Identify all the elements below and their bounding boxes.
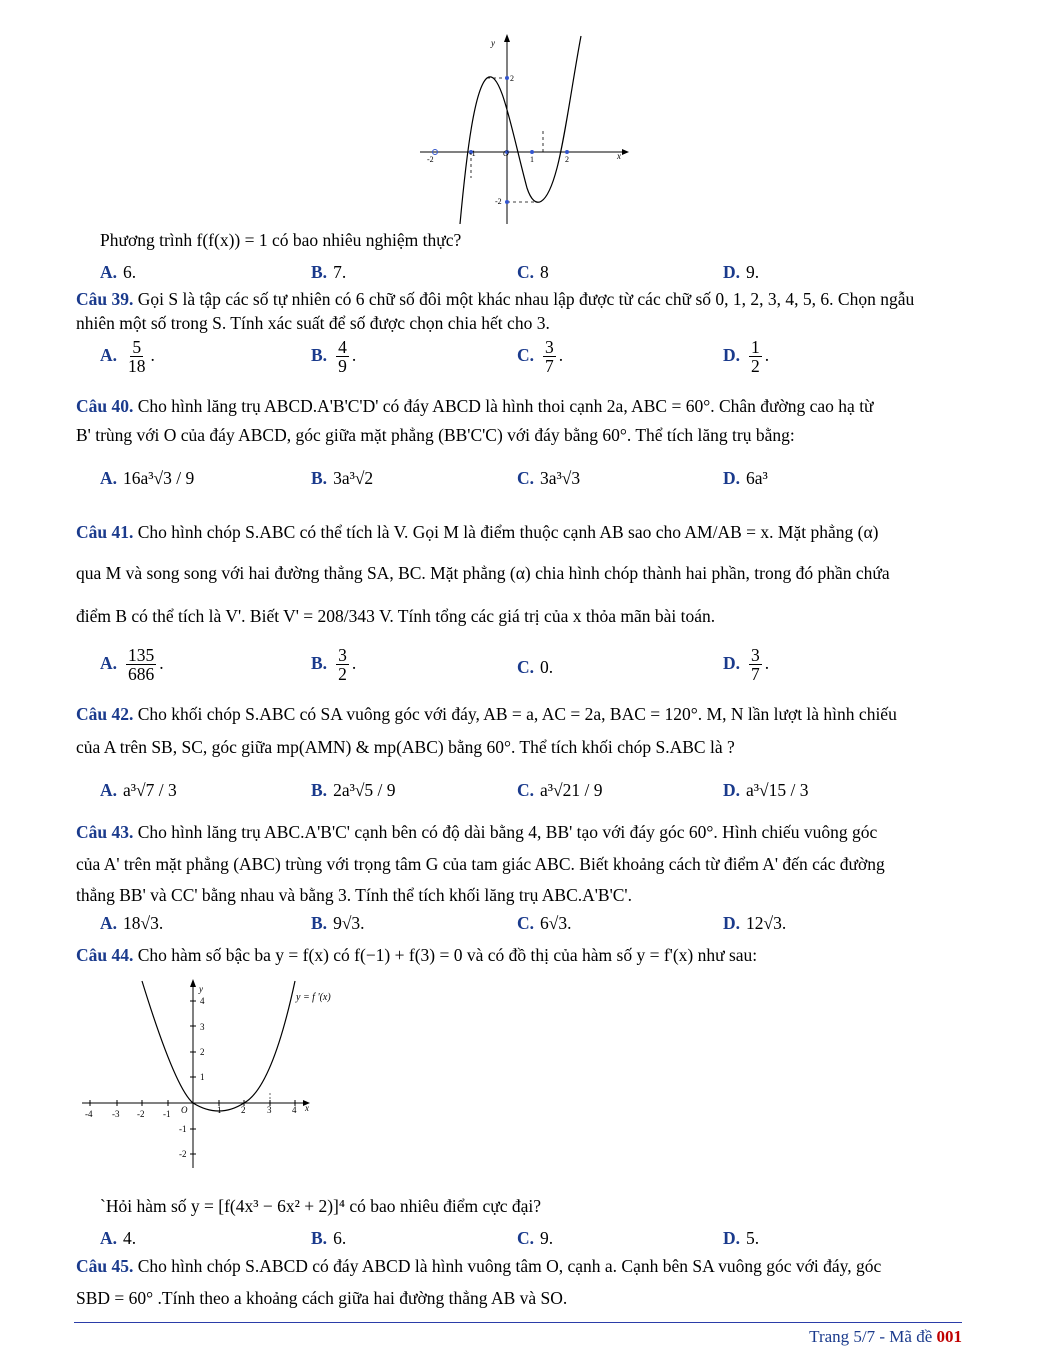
footer-page: Trang 5/7 - Mã đề bbox=[809, 1327, 937, 1346]
q44-question: `Hỏi hàm số y = [f(4x³ − 6x² + 2)]⁴ có bao nhiêu điểm cực đại? bbox=[100, 1196, 542, 1216]
option-letter: C. bbox=[517, 780, 535, 800]
option-value: 5. bbox=[746, 1228, 760, 1248]
question-label: Câu 43. bbox=[76, 822, 134, 842]
page-footer bbox=[809, 1327, 962, 1347]
q43-text1: Cho hình lăng trụ ABC.A'B'C' cạnh bên có độ dài bằng 4, BB' tạo với đáy góc 60°. Hình chiếu vuông góc bbox=[137, 822, 878, 842]
option-letter: C. bbox=[517, 913, 535, 933]
q39-option-b[interactable]: B. $\frac{4}{9}$ . bbox=[311, 337, 357, 377]
option-letter: C. bbox=[517, 657, 535, 677]
q40-line1 bbox=[76, 396, 874, 417]
q44-line1 bbox=[76, 945, 757, 966]
option-value: 3a³√3 bbox=[540, 468, 581, 488]
q38-option-a[interactable] bbox=[100, 262, 136, 283]
q41-line2: qua M và song song với hai đường thẳng SA, BC. Mặt phẳng (α) chia hình chóp thành hai phần, trong đó phần chứa bbox=[76, 563, 890, 583]
q44-option-c[interactable] bbox=[517, 1228, 553, 1249]
option-value: a³√21 / 9 bbox=[540, 780, 603, 800]
tick-y: -2 bbox=[495, 197, 502, 206]
q42-line1 bbox=[76, 704, 897, 725]
question-label: Câu 40. bbox=[76, 396, 134, 416]
q38-option-c[interactable] bbox=[517, 262, 549, 283]
option-letter: D. bbox=[723, 780, 741, 800]
tick-x: -1 bbox=[469, 149, 476, 158]
q44-text1: Cho hàm số bậc ba y = f(x) có f(−1) + f(3) = 0 và có đồ thị của hàm số y = f'(x) như sau: bbox=[137, 945, 758, 965]
fraction: $\frac{135}{686}$ bbox=[128, 645, 155, 685]
option-value: 12√3. bbox=[746, 913, 787, 933]
cubic-graph bbox=[415, 28, 635, 224]
tick-x: 1 bbox=[217, 1105, 222, 1115]
option-value: 6a³ bbox=[746, 468, 768, 488]
option-value: 16a³√3 / 9 bbox=[123, 468, 195, 488]
q43-line3: thẳng BB' và CC' bằng nhau và bằng 3. Tính thể tích khối lăng trụ ABC.A'B'C'. bbox=[76, 885, 632, 905]
q39-line2: nhiên một số trong S. Tính xác suất để số được chọn chia hết cho 3. bbox=[76, 313, 550, 333]
tick-x: -1 bbox=[163, 1109, 171, 1119]
option-value: 9√3. bbox=[333, 913, 365, 933]
tick-x: O bbox=[181, 1105, 188, 1115]
q39-option-a[interactable]: A. $\frac{5}{18}$ . bbox=[100, 337, 155, 377]
option-letter: C. bbox=[517, 468, 535, 488]
option-letter: B. bbox=[311, 913, 328, 933]
tick-x: 2 bbox=[241, 1105, 246, 1115]
option-letter: B. bbox=[311, 1228, 328, 1248]
option-value: 7. bbox=[333, 262, 347, 282]
option-letter: A. bbox=[100, 913, 118, 933]
q43-line1 bbox=[76, 822, 877, 843]
option-letter: D. bbox=[723, 913, 741, 933]
option-letter: A. bbox=[100, 780, 118, 800]
q44-option-d[interactable] bbox=[723, 1228, 759, 1249]
option-value: 9. bbox=[746, 262, 760, 282]
q41-text1: Cho hình chóp S.ABC có thể tích là V. Gọi M là điểm thuộc cạnh AB sao cho AM/AB = x. Mặt phẳng (α) bbox=[137, 522, 879, 542]
tick-y: 2 bbox=[200, 1047, 205, 1057]
question-label: Câu 41. bbox=[76, 522, 134, 542]
q45-text1: Cho hình chóp S.ABCD có đáy ABCD là hình vuông tâm O, cạnh a. Cạnh bên SA vuông góc với đáy, góc bbox=[137, 1256, 882, 1276]
option-letter: A. bbox=[100, 344, 118, 365]
question-label: Câu 39. bbox=[76, 289, 134, 309]
option-letter: B. bbox=[311, 262, 328, 282]
y-axis-label: y bbox=[199, 984, 203, 994]
option-letter: A. bbox=[100, 468, 118, 488]
option-value: a³√7 / 3 bbox=[123, 780, 177, 800]
option-value: 0. bbox=[540, 657, 554, 677]
tick-x: -4 bbox=[85, 1109, 93, 1119]
option-value: 6√3. bbox=[540, 913, 572, 933]
tick-x: 2 bbox=[565, 155, 569, 164]
fraction: $\frac{3}{2}$ bbox=[338, 645, 347, 685]
derivative-graph bbox=[82, 978, 372, 1173]
option-letter: B. bbox=[311, 780, 328, 800]
q40-line2: B' trùng với O của đáy ABCD, góc giữa mặt phẳng (BB'C'C) với đáy bằng 60°. Thể tích lăng trụ bằng: bbox=[76, 425, 795, 445]
option-letter: B. bbox=[311, 344, 328, 365]
option-letter: C. bbox=[517, 262, 535, 282]
q41-option-a[interactable]: A. $\frac{135}{686}$ . bbox=[100, 645, 164, 685]
q39-option-d[interactable]: D. $\frac{1}{2}$ . bbox=[723, 337, 770, 377]
q44-option-b[interactable] bbox=[311, 1228, 346, 1249]
option-value: 6. bbox=[123, 262, 137, 282]
question-label: Câu 45. bbox=[76, 1256, 134, 1276]
option-letter: D. bbox=[723, 468, 741, 488]
option-value: 6. bbox=[333, 1228, 347, 1248]
question-label: Câu 42. bbox=[76, 704, 134, 724]
q40-text1: Cho hình lăng trụ ABCD.A'B'C'D' có đáy ABCD là hình thoi cạnh 2a, ABC = 60°. Chân đường cao hạ từ bbox=[137, 396, 874, 416]
tick-x: -2 bbox=[137, 1109, 145, 1119]
q40-option-d[interactable] bbox=[723, 468, 768, 489]
fraction: $\frac{5}{18}$ bbox=[128, 337, 146, 377]
option-value: 2a³√5 / 9 bbox=[333, 780, 396, 800]
q38-option-d[interactable] bbox=[723, 262, 759, 283]
tick-x: O bbox=[503, 149, 509, 158]
q42-option-d[interactable] bbox=[723, 780, 809, 801]
q41-line1 bbox=[76, 522, 878, 543]
option-letter: A. bbox=[100, 262, 118, 282]
option-value: a³√15 / 3 bbox=[746, 780, 809, 800]
q45-line1 bbox=[76, 1256, 881, 1277]
option-letter: D. bbox=[723, 652, 741, 673]
q41-option-c[interactable] bbox=[517, 657, 553, 678]
q43-option-c[interactable] bbox=[517, 913, 572, 934]
footer-divider bbox=[74, 1322, 962, 1323]
tick-y: -1 bbox=[179, 1124, 187, 1134]
tick-x: 3 bbox=[267, 1105, 272, 1115]
option-letter: D. bbox=[723, 344, 741, 365]
x-axis-label: x bbox=[305, 1103, 309, 1113]
option-letter: C. bbox=[517, 344, 535, 365]
option-value: 9. bbox=[540, 1228, 554, 1248]
q42-option-a[interactable] bbox=[100, 780, 177, 801]
option-letter: C. bbox=[517, 1228, 535, 1248]
curve-label: y = f '(x) bbox=[296, 992, 331, 1003]
q41-option-d[interactable]: D. $\frac{3}{7}$ . bbox=[723, 645, 770, 685]
tick-y: 2 bbox=[510, 74, 514, 83]
q44-option-a[interactable] bbox=[100, 1228, 136, 1249]
q45-line2: SBD = 60° .Tính theo a khoảng cách giữa hai đường thẳng AB và SO. bbox=[76, 1288, 568, 1308]
q39-option-c[interactable]: C. $\frac{3}{7}$ . bbox=[517, 337, 564, 377]
q39-line1 bbox=[76, 289, 914, 310]
option-letter: A. bbox=[100, 652, 118, 673]
q43-line2: của A' trên mặt phẳng (ABC) trùng với trọng tâm G của tam giác ABC. Biết khoảng cách từ điểm A' đến các đường bbox=[76, 854, 885, 874]
option-letter: A. bbox=[100, 1228, 118, 1248]
fraction: $\frac{1}{2}$ bbox=[751, 337, 760, 377]
q40-option-a[interactable] bbox=[100, 468, 194, 489]
question-label: Câu 44. bbox=[76, 945, 134, 965]
tick-x: -2 bbox=[427, 155, 434, 164]
option-value: 4. bbox=[123, 1228, 137, 1248]
q42-line2: của A trên SB, SC, góc giữa mp(AMN) & mp(ABC) bằng 60°. Thể tích khối chóp S.ABC là ? bbox=[76, 737, 735, 757]
option-letter: D. bbox=[723, 262, 741, 282]
footer-code: 001 bbox=[936, 1327, 962, 1346]
q42-text1: Cho khối chóp S.ABC có SA vuông góc với đáy, AB = a, AC = 2a, BAC = 120°. M, N lần lượt là hình chiếu bbox=[137, 704, 897, 724]
y-axis-label: y bbox=[491, 38, 495, 48]
q38-option-b[interactable] bbox=[311, 262, 346, 283]
option-letter: D. bbox=[723, 1228, 741, 1248]
tick-x: -3 bbox=[112, 1109, 120, 1119]
option-value: 3a³√2 bbox=[333, 468, 374, 488]
q38-question: Phương trình f(f(x)) = 1 có bao nhiêu nghiệm thực? bbox=[100, 230, 462, 250]
q41-option-b[interactable]: B. $\frac{3}{2}$ . bbox=[311, 645, 357, 685]
tick-x: 1 bbox=[530, 155, 534, 164]
option-letter: B. bbox=[311, 468, 328, 488]
q43-option-b[interactable] bbox=[311, 913, 365, 934]
fraction: $\frac{4}{9}$ bbox=[338, 337, 347, 377]
option-value: 8 bbox=[540, 262, 549, 282]
fraction: $\frac{3}{7}$ bbox=[545, 337, 554, 377]
option-value: 18√3. bbox=[123, 913, 164, 933]
tick-y: -2 bbox=[179, 1149, 187, 1159]
tick-x: 4 bbox=[292, 1105, 297, 1115]
tick-y: 3 bbox=[200, 1022, 205, 1032]
x-axis-label: x bbox=[617, 151, 621, 161]
q40-option-c[interactable] bbox=[517, 468, 580, 489]
tick-y: 1 bbox=[200, 1072, 205, 1082]
option-letter: B. bbox=[311, 652, 328, 673]
q42-option-b[interactable] bbox=[311, 780, 396, 801]
q41-line3: điểm B có thể tích là V'. Biết V' = 208/343 V. Tính tổng các giá trị của x thỏa mãn bài toán. bbox=[76, 606, 716, 626]
q43-option-a[interactable] bbox=[100, 913, 163, 934]
q42-option-c[interactable] bbox=[517, 780, 603, 801]
q40-option-b[interactable] bbox=[311, 468, 373, 489]
fraction: $\frac{3}{7}$ bbox=[751, 645, 760, 685]
q39-text1: Gọi S là tập các số tự nhiên có 6 chữ số đôi một khác nhau lập được từ các chữ số 0, 1, 2, 3, 4, 5, 6. Chọn ngẫu bbox=[137, 289, 915, 309]
q43-option-d[interactable] bbox=[723, 913, 786, 934]
tick-y: 4 bbox=[200, 996, 205, 1006]
